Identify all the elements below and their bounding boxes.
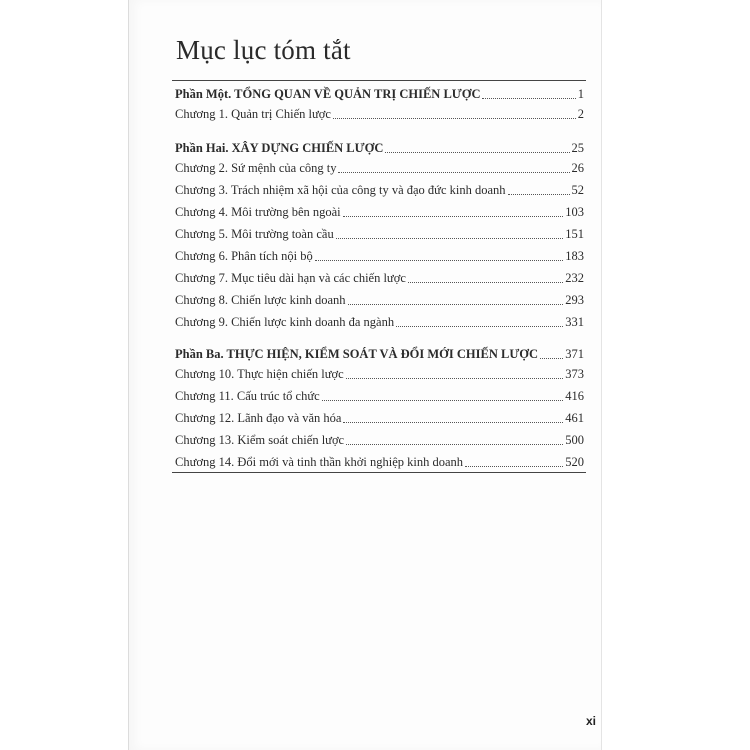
dot-leader [322, 399, 564, 401]
toc-entry-label: Chương 6. Phân tích nội bộ [175, 249, 313, 263]
dot-leader [343, 421, 563, 423]
dot-leader [465, 465, 563, 467]
toc-entry-page: 416 [565, 389, 584, 403]
toc-entry-page: 461 [565, 411, 584, 425]
dot-leader [338, 171, 569, 173]
toc-entry-page: 232 [565, 271, 584, 285]
toc-part-entry [175, 138, 584, 156]
toc-entry-page: 26 [571, 161, 584, 175]
dot-leader [396, 325, 563, 327]
toc-entry-label: Chương 10. Thực hiện chiến lược [175, 367, 344, 381]
toc-part-entry [175, 344, 584, 362]
toc-chapter-entry [175, 312, 584, 330]
toc-entry-page: 1 [577, 87, 584, 101]
toc-entry-page: 371 [565, 347, 584, 361]
dot-leader [346, 443, 563, 445]
toc-entry-label: Chương 8. Chiến lược kinh doanh [175, 293, 346, 307]
dot-leader [336, 237, 564, 239]
dot-leader [385, 151, 569, 153]
toc-part-entry [175, 84, 584, 102]
toc-entry-label: Chương 9. Chiến lược kinh doanh đa ngành [175, 315, 395, 329]
bottom-rule [172, 472, 586, 473]
toc-entry-page: 520 [565, 455, 584, 469]
toc-entry-label: Chương 13. Kiểm soát chiến lược [175, 433, 345, 447]
dot-leader [315, 259, 564, 261]
toc-entry-label: Chương 2. Sứ mệnh của công ty [175, 161, 337, 175]
toc-entry-label: Chương 5. Môi trường toàn cầu [175, 227, 334, 241]
toc-chapter-entry [175, 386, 584, 404]
toc-entry-label: Chương 1. Quản trị Chiến lược [175, 107, 331, 121]
dot-leader [346, 377, 564, 379]
dot-leader [508, 193, 570, 195]
toc-chapter-entry [175, 246, 584, 264]
toc-chapter-entry [175, 268, 584, 286]
dot-leader [343, 215, 564, 217]
page-number: xi [586, 714, 597, 728]
toc-entry-page: 293 [565, 293, 584, 307]
toc-chapter-entry [175, 290, 584, 308]
toc-entry-label: Chương 14. Đổi mới và tinh thần khởi nghiệp kinh doanh [175, 455, 464, 469]
toc-entry-page: 151 [565, 227, 584, 241]
dot-leader [540, 357, 563, 359]
dot-leader [482, 97, 575, 99]
toc-entry-label: Chương 3. Trách nhiệm xã hội của công ty và đạo đức kinh doanh [175, 183, 506, 197]
toc-entry-label: Chương 7. Mục tiêu dài hạn và các chiến lược [175, 271, 406, 285]
toc-chapter-entry [175, 202, 584, 220]
dot-leader [333, 117, 576, 119]
toc-chapter-entry [175, 104, 584, 122]
toc-chapter-entry [175, 452, 584, 470]
dot-leader [408, 281, 563, 283]
toc-entry-page: 331 [565, 315, 584, 329]
toc-entry-page: 2 [577, 107, 584, 121]
page-title: Mục lục tóm tắt [176, 35, 351, 65]
toc-entry-page: 103 [565, 205, 584, 219]
toc-entry-label: Chương 11. Cấu trúc tổ chức [175, 389, 320, 403]
toc-entry-label: Phần Ba. THỰC HIỆN, KIỂM SOÁT VÀ ĐỔI MỚI CHIẾN LƯỢC [175, 347, 539, 361]
toc-entry-page: 183 [565, 249, 584, 263]
toc-chapter-entry [175, 364, 584, 382]
toc-entry-label: Phần Một. TỔNG QUAN VỀ QUẢN TRỊ CHIẾN LƯỢC [175, 87, 481, 101]
toc-entry-page: 52 [571, 183, 584, 197]
dot-leader [348, 303, 564, 305]
toc-chapter-entry [175, 224, 584, 242]
toc-chapter-entry [175, 430, 584, 448]
toc-entry-page: 25 [571, 141, 584, 155]
table-of-contents [175, 0, 584, 470]
toc-entry-page: 500 [565, 433, 584, 447]
toc-entry-page: 373 [565, 367, 584, 381]
toc-chapter-entry [175, 408, 584, 426]
toc-chapter-entry [175, 158, 584, 176]
toc-chapter-entry [175, 180, 584, 198]
toc-entry-label: Chương 12. Lãnh đạo và văn hóa [175, 411, 342, 425]
toc-entry-label: Chương 4. Môi trường bên ngoài [175, 205, 341, 219]
toc-entry-label: Phần Hai. XÂY DỰNG CHIẾN LƯỢC [175, 141, 384, 155]
